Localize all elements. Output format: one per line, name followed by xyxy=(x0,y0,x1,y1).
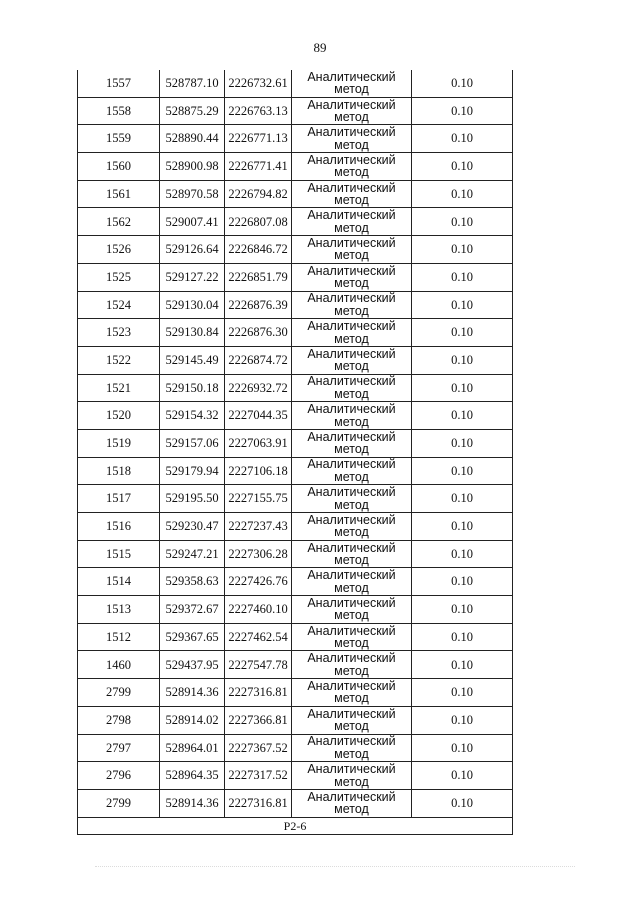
point-id-cell: 1526 xyxy=(78,236,160,264)
table-row xyxy=(78,180,513,208)
method-text-line: Аналитический xyxy=(307,706,396,721)
method-cell xyxy=(292,70,412,97)
x-coordinate-cell: 529195.50 xyxy=(160,485,225,513)
y-coordinate-cell: 2226771.41 xyxy=(225,153,292,181)
table-row xyxy=(78,651,513,679)
accuracy-cell: 0.10 xyxy=(412,291,513,319)
method-text-line: метод xyxy=(334,580,369,595)
point-id-cell: 1525 xyxy=(78,263,160,291)
point-id-cell: 2797 xyxy=(78,734,160,762)
x-coordinate-cell: 529367.65 xyxy=(160,623,225,651)
y-coordinate-cell: 2226732.61 xyxy=(225,70,292,97)
y-coordinate-cell: 2227106.18 xyxy=(225,457,292,485)
point-id-cell: 2796 xyxy=(78,762,160,790)
accuracy-cell: 0.10 xyxy=(412,402,513,430)
table-row xyxy=(78,706,513,734)
method-cell xyxy=(292,97,412,125)
method-cell xyxy=(292,125,412,153)
accuracy-cell: 0.10 xyxy=(412,319,513,347)
y-coordinate-cell: 2227547.78 xyxy=(225,651,292,679)
accuracy-cell: 0.10 xyxy=(412,734,513,762)
point-id-cell: 2799 xyxy=(78,679,160,707)
x-coordinate-cell: 528914.36 xyxy=(160,679,225,707)
method-text-line: метод xyxy=(334,663,369,678)
method-text-line: Аналитический xyxy=(307,69,396,84)
method-cell xyxy=(292,789,412,817)
table-row xyxy=(78,457,513,485)
x-coordinate-cell: 528914.36 xyxy=(160,789,225,817)
method-cell xyxy=(292,734,412,762)
method-cell xyxy=(292,346,412,374)
method-text-line: Аналитический xyxy=(307,125,396,140)
point-id-cell: 2798 xyxy=(78,706,160,734)
x-coordinate-cell: 529130.84 xyxy=(160,319,225,347)
accuracy-cell: 0.10 xyxy=(412,180,513,208)
method-text-line: метод xyxy=(334,248,369,263)
method-text-line: метод xyxy=(334,691,369,706)
method-text-line: Аналитический xyxy=(307,346,396,361)
x-coordinate-cell: 529358.63 xyxy=(160,568,225,596)
method-text-line: Аналитический xyxy=(307,152,396,167)
point-id-cell: 1558 xyxy=(78,97,160,125)
x-coordinate-cell: 528964.01 xyxy=(160,734,225,762)
table-row xyxy=(78,429,513,457)
x-coordinate-cell: 528914.02 xyxy=(160,706,225,734)
table-row xyxy=(78,70,513,97)
accuracy-cell: 0.10 xyxy=(412,651,513,679)
y-coordinate-cell: 2227237.43 xyxy=(225,513,292,541)
method-text-line: метод xyxy=(334,331,369,346)
method-text-line: метод xyxy=(334,802,369,817)
table-row xyxy=(78,346,513,374)
method-cell xyxy=(292,374,412,402)
method-cell xyxy=(292,706,412,734)
y-coordinate-cell: 2227460.10 xyxy=(225,596,292,624)
method-cell xyxy=(292,263,412,291)
method-text-line: метод xyxy=(334,359,369,374)
table-row xyxy=(78,540,513,568)
accuracy-cell: 0.10 xyxy=(412,540,513,568)
accuracy-cell: 0.10 xyxy=(412,346,513,374)
method-cell xyxy=(292,208,412,236)
method-text-line: Аналитический xyxy=(307,263,396,278)
point-id-cell: 1514 xyxy=(78,568,160,596)
method-text-line: метод xyxy=(334,719,369,734)
point-id-cell: 1515 xyxy=(78,540,160,568)
y-coordinate-cell: 2227462.54 xyxy=(225,623,292,651)
method-cell xyxy=(292,762,412,790)
point-id-cell: 1560 xyxy=(78,153,160,181)
point-id-cell: 1512 xyxy=(78,623,160,651)
y-coordinate-cell: 2226851.79 xyxy=(225,263,292,291)
method-cell xyxy=(292,457,412,485)
method-cell xyxy=(292,319,412,347)
method-text-line: Аналитический xyxy=(307,180,396,195)
y-coordinate-cell: 2226763.13 xyxy=(225,97,292,125)
coordinates-table xyxy=(77,70,513,835)
x-coordinate-cell: 528787.10 xyxy=(160,70,225,97)
x-coordinate-cell: 529247.21 xyxy=(160,540,225,568)
point-id-cell: 1518 xyxy=(78,457,160,485)
method-text-line: Аналитический xyxy=(307,734,396,749)
method-text-line: метод xyxy=(334,414,369,429)
page-number: 89 xyxy=(313,40,327,55)
method-cell xyxy=(292,513,412,541)
method-text-line: Аналитический xyxy=(307,97,396,112)
y-coordinate-cell: 2227426.76 xyxy=(225,568,292,596)
table-row xyxy=(78,789,513,817)
point-id-cell: 1516 xyxy=(78,513,160,541)
method-text-line: Аналитический xyxy=(307,235,396,250)
method-cell xyxy=(292,180,412,208)
method-text-line: метод xyxy=(334,110,369,125)
y-coordinate-cell: 2226807.08 xyxy=(225,208,292,236)
method-text-line: метод xyxy=(334,608,369,623)
x-coordinate-cell: 528875.29 xyxy=(160,97,225,125)
method-cell xyxy=(292,291,412,319)
method-text-line: метод xyxy=(334,525,369,540)
point-id-cell: 1513 xyxy=(78,596,160,624)
accuracy-cell: 0.10 xyxy=(412,513,513,541)
method-text-line: Аналитический xyxy=(307,762,396,777)
method-text-line: метод xyxy=(334,746,369,761)
y-coordinate-cell: 2227155.75 xyxy=(225,485,292,513)
method-text-line: метод xyxy=(334,303,369,318)
table-row xyxy=(78,568,513,596)
method-text-line: метод xyxy=(334,636,369,651)
point-id-cell: 1520 xyxy=(78,402,160,430)
method-text-line: Аналитический xyxy=(307,402,396,417)
x-coordinate-cell: 529154.32 xyxy=(160,402,225,430)
table-row xyxy=(78,513,513,541)
y-coordinate-cell: 2227044.35 xyxy=(225,402,292,430)
accuracy-cell: 0.10 xyxy=(412,97,513,125)
method-text-line: метод xyxy=(334,137,369,152)
table-row xyxy=(78,734,513,762)
method-text-line: метод xyxy=(334,469,369,484)
method-text-line: Аналитический xyxy=(307,457,396,472)
accuracy-cell: 0.10 xyxy=(412,679,513,707)
method-text-line: Аналитический xyxy=(307,319,396,334)
point-id-cell: 1460 xyxy=(78,651,160,679)
table-row xyxy=(78,263,513,291)
accuracy-cell: 0.10 xyxy=(412,374,513,402)
scan-artifact-dots xyxy=(95,866,575,871)
table-footer-row xyxy=(78,817,513,834)
x-coordinate-cell: 529145.49 xyxy=(160,346,225,374)
table-row xyxy=(78,596,513,624)
point-id-cell: 1522 xyxy=(78,346,160,374)
method-text-line: Аналитический xyxy=(307,623,396,638)
y-coordinate-cell: 2226874.72 xyxy=(225,346,292,374)
x-coordinate-cell: 529127.22 xyxy=(160,263,225,291)
method-text-line: Аналитический xyxy=(307,374,396,389)
x-coordinate-cell: 528900.98 xyxy=(160,153,225,181)
table-row xyxy=(78,125,513,153)
method-text-line: Аналитический xyxy=(307,512,396,527)
x-coordinate-cell: 529126.64 xyxy=(160,236,225,264)
x-coordinate-cell: 528970.58 xyxy=(160,180,225,208)
method-text-line: Аналитический xyxy=(307,595,396,610)
table-row xyxy=(78,153,513,181)
method-text-line: метод xyxy=(334,165,369,180)
table-row xyxy=(78,236,513,264)
x-coordinate-cell: 529007.41 xyxy=(160,208,225,236)
method-text-line: метод xyxy=(334,193,369,208)
method-text-line: Аналитический xyxy=(307,540,396,555)
accuracy-cell: 0.10 xyxy=(412,429,513,457)
x-coordinate-cell: 529372.67 xyxy=(160,596,225,624)
method-text-line: Аналитический xyxy=(307,568,396,583)
table-row xyxy=(78,208,513,236)
method-cell xyxy=(292,679,412,707)
accuracy-cell: 0.10 xyxy=(412,125,513,153)
method-text-line: метод xyxy=(334,220,369,235)
y-coordinate-cell: 2227367.52 xyxy=(225,734,292,762)
method-cell xyxy=(292,596,412,624)
accuracy-cell: 0.10 xyxy=(412,706,513,734)
x-coordinate-cell: 529150.18 xyxy=(160,374,225,402)
method-cell xyxy=(292,402,412,430)
x-coordinate-cell: 528964.35 xyxy=(160,762,225,790)
point-id-cell: 1561 xyxy=(78,180,160,208)
x-coordinate-cell: 529230.47 xyxy=(160,513,225,541)
y-coordinate-cell: 2226876.39 xyxy=(225,291,292,319)
x-coordinate-cell: 529179.94 xyxy=(160,457,225,485)
method-text-line: метод xyxy=(334,774,369,789)
table-row xyxy=(78,319,513,347)
accuracy-cell: 0.10 xyxy=(412,568,513,596)
accuracy-cell: 0.10 xyxy=(412,70,513,97)
method-text-line: метод xyxy=(334,386,369,401)
y-coordinate-cell: 2226794.82 xyxy=(225,180,292,208)
table-row xyxy=(78,623,513,651)
method-cell xyxy=(292,429,412,457)
method-text-line: метод xyxy=(334,82,369,97)
method-text-line: метод xyxy=(334,442,369,457)
point-id-cell: 1517 xyxy=(78,485,160,513)
method-text-line: метод xyxy=(334,497,369,512)
method-cell xyxy=(292,651,412,679)
method-cell xyxy=(292,153,412,181)
method-text-line: метод xyxy=(334,276,369,291)
accuracy-cell: 0.10 xyxy=(412,263,513,291)
method-text-line: Аналитический xyxy=(307,678,396,693)
x-coordinate-cell: 529157.06 xyxy=(160,429,225,457)
y-coordinate-cell: 2227316.81 xyxy=(225,679,292,707)
point-id-cell: 1562 xyxy=(78,208,160,236)
accuracy-cell: 0.10 xyxy=(412,485,513,513)
y-coordinate-cell: 2227063.91 xyxy=(225,429,292,457)
accuracy-cell: 0.10 xyxy=(412,236,513,264)
table-row xyxy=(78,762,513,790)
point-id-cell: 1524 xyxy=(78,291,160,319)
y-coordinate-cell: 2226771.13 xyxy=(225,125,292,153)
method-text-line: Аналитический xyxy=(307,429,396,444)
point-id-cell: 1557 xyxy=(78,70,160,97)
table-footer-label: Р2-6 xyxy=(78,817,513,834)
method-cell xyxy=(292,568,412,596)
method-cell xyxy=(292,540,412,568)
table-row xyxy=(78,374,513,402)
accuracy-cell: 0.10 xyxy=(412,762,513,790)
point-id-cell: 1519 xyxy=(78,429,160,457)
method-text-line: Аналитический xyxy=(307,485,396,500)
method-cell xyxy=(292,485,412,513)
point-id-cell: 1521 xyxy=(78,374,160,402)
accuracy-cell: 0.10 xyxy=(412,208,513,236)
x-coordinate-cell: 529437.95 xyxy=(160,651,225,679)
method-text-line: Аналитический xyxy=(307,651,396,666)
y-coordinate-cell: 2227317.52 xyxy=(225,762,292,790)
accuracy-cell: 0.10 xyxy=(412,789,513,817)
y-coordinate-cell: 2226846.72 xyxy=(225,236,292,264)
table-row xyxy=(78,402,513,430)
table-row xyxy=(78,291,513,319)
y-coordinate-cell: 2227316.81 xyxy=(225,789,292,817)
method-text-line: метод xyxy=(334,553,369,568)
point-id-cell: 2799 xyxy=(78,789,160,817)
accuracy-cell: 0.10 xyxy=(412,153,513,181)
y-coordinate-cell: 2227366.81 xyxy=(225,706,292,734)
table-row xyxy=(78,485,513,513)
accuracy-cell: 0.10 xyxy=(412,457,513,485)
method-cell xyxy=(292,623,412,651)
point-id-cell: 1559 xyxy=(78,125,160,153)
method-text-line: Аналитический xyxy=(307,208,396,223)
method-text-line: Аналитический xyxy=(307,291,396,306)
coordinates-table-body xyxy=(78,70,513,817)
method-cell xyxy=(292,236,412,264)
accuracy-cell: 0.10 xyxy=(412,596,513,624)
point-id-cell: 1523 xyxy=(78,319,160,347)
y-coordinate-cell: 2227306.28 xyxy=(225,540,292,568)
accuracy-cell: 0.10 xyxy=(412,623,513,651)
y-coordinate-cell: 2226876.30 xyxy=(225,319,292,347)
x-coordinate-cell: 528890.44 xyxy=(160,125,225,153)
y-coordinate-cell: 2226932.72 xyxy=(225,374,292,402)
table-row xyxy=(78,679,513,707)
table-row xyxy=(78,97,513,125)
x-coordinate-cell: 529130.04 xyxy=(160,291,225,319)
method-text-line: Аналитический xyxy=(307,789,396,804)
